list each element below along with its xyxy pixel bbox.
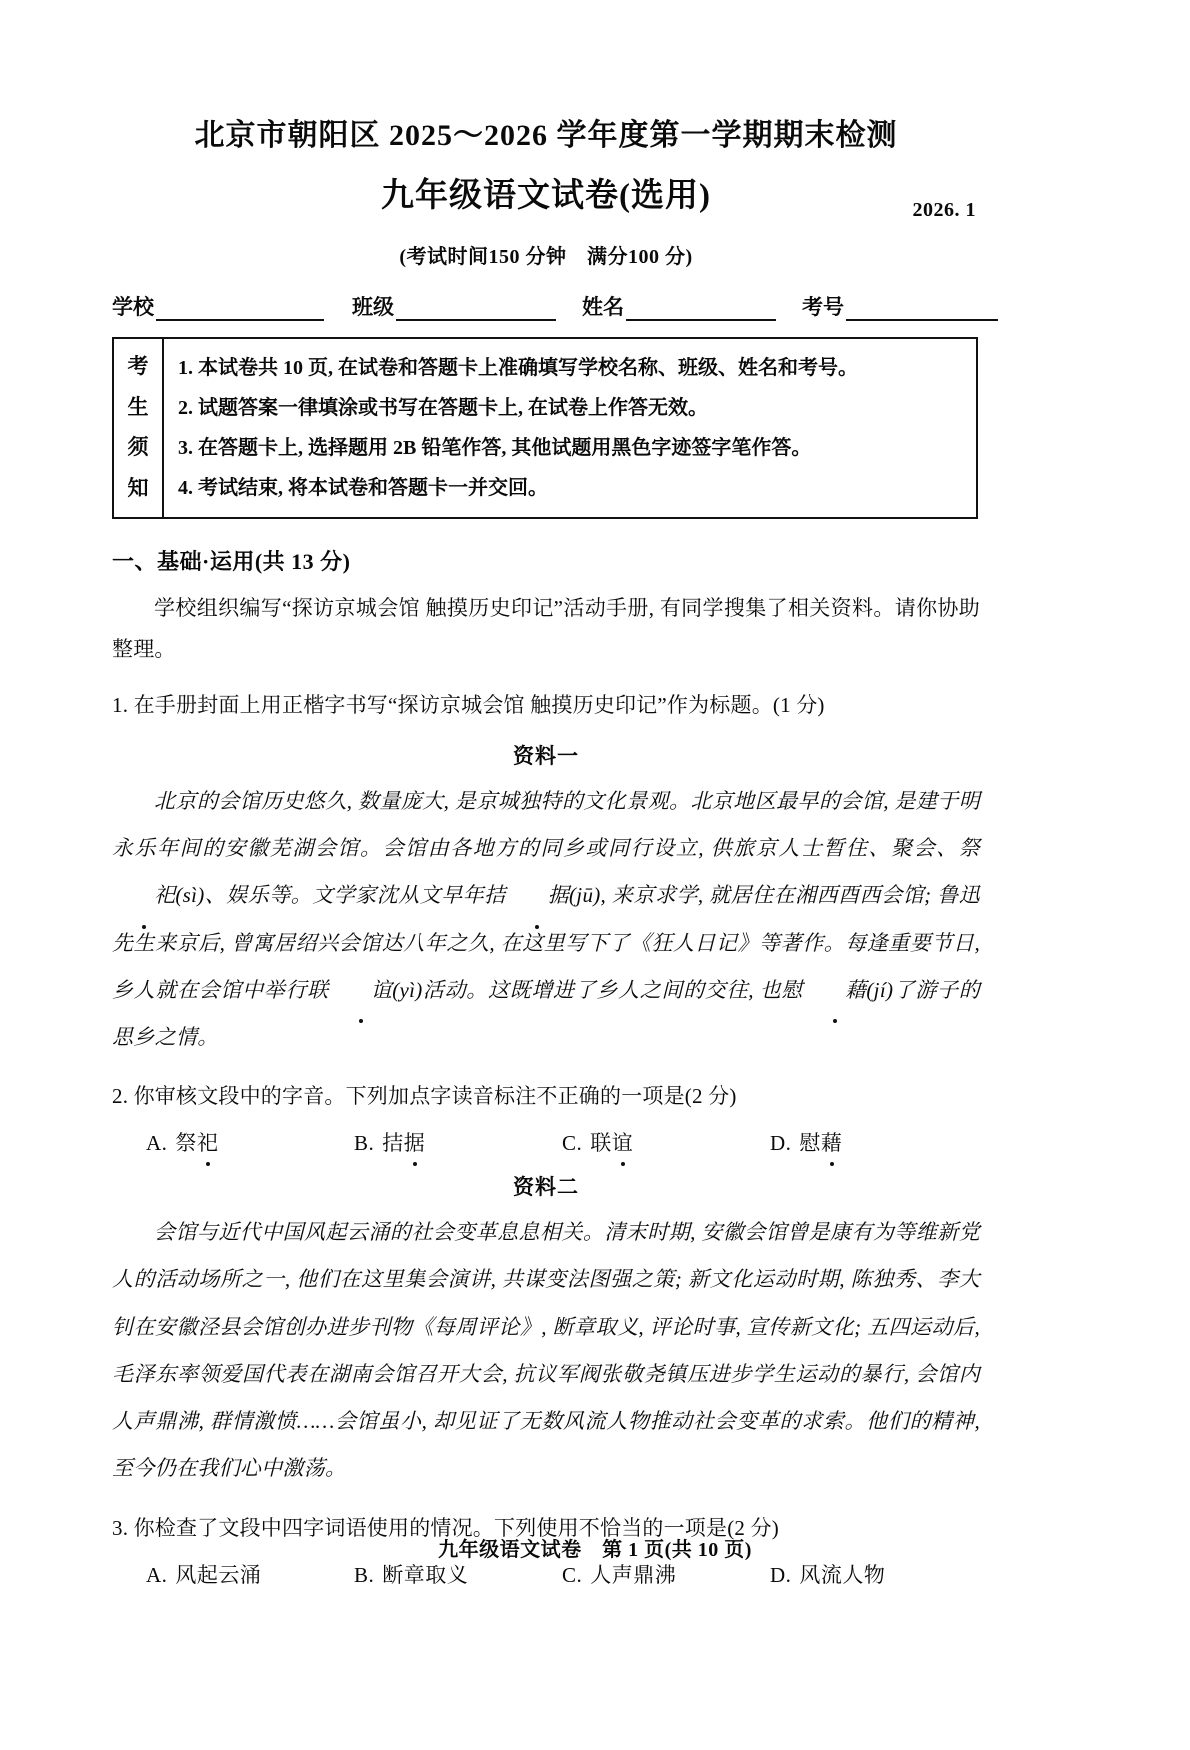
option-c-text: 人声鼎沸 — [590, 1562, 677, 1587]
notice-item: 3. 在答题卡上, 选择题用 2B 铅笔作答, 其他试题用黑色字迹签字笔作答。 — [178, 437, 812, 459]
question-2-stem: 2. 你审核文段中的字音。下列加点字读音标注不正确的一项是(2 分) — [112, 1084, 737, 1109]
class-input-line[interactable] — [396, 299, 556, 321]
page-title: 北京市朝阳区 2025～2026 学年度第一学期期末检测 — [194, 119, 898, 152]
notice-vertical-label — [114, 339, 164, 517]
exam-duration-score: (考试时间150 分钟 满分100 分) — [399, 246, 693, 268]
section-1-intro: 学校组织编写“探访京城会馆 触摸历史印记”活动手册, 有同学搜集了相关资料。请你协助整理。 — [112, 596, 980, 661]
name-label: 姓名 — [582, 295, 624, 319]
notice-item-list — [164, 339, 976, 517]
page-content — [112, 0, 980, 1589]
material-2-text: 会馆与近代中国风起云涌的社会变革息息相关。清末时期, 安徽会馆曾是康有为等维新党人的活动场所之一, 他们在这里集会演讲, 共谋变法图强之策; 新文化运动时期, 陈独秀、李大钊在安徽泾县会馆创办进步刊物《每周评论》, 断章取义, 评论时事, 宣传新文化; 五四运动后, 毛泽东率领爱国代表在湖南会馆召开大会, 抗议军阀张敬尧镇压进步学生运动的暴行, 会馆内人声鼎沸, 群情激愤……会馆虽小, 却见证了无数风流人物推动社会变革的求索。他们的精神, 至今仍在我们心中激荡。 — [112, 1220, 980, 1481]
notice-vlabel-char-1: 生 — [127, 394, 149, 419]
option-a-text: 风起云涌 — [175, 1562, 262, 1587]
exam-number-field[interactable] — [802, 291, 998, 321]
option-c[interactable] — [562, 1559, 770, 1589]
option-d[interactable] — [770, 1559, 978, 1589]
option-a-letter: A. — [146, 1562, 168, 1587]
class-label: 班级 — [352, 295, 394, 319]
option-d-letter: D. — [770, 1131, 792, 1156]
option-c-letter: C. — [562, 1131, 583, 1156]
option-c[interactable] — [562, 1127, 770, 1157]
option-b-text: 拮据 — [382, 1131, 425, 1155]
name-field[interactable] — [582, 291, 776, 321]
exam-number-label: 考号 — [802, 295, 844, 319]
exam-number-input-line[interactable] — [846, 299, 998, 321]
school-label: 学校 — [112, 295, 154, 319]
student-info-fields — [112, 291, 980, 321]
notice-item: 2. 试题答案一律填涂或书写在答题卡上, 在试卷上作答无效。 — [178, 397, 708, 419]
page-footer: 九年级语文试卷 第 1 页(共 10 页) — [438, 1539, 752, 1561]
notice-item: 4. 考试结束, 将本试卷和答题卡一并交回。 — [178, 477, 548, 499]
material-1-heading: 资料一 — [513, 743, 579, 768]
option-a-text: 祭祀 — [175, 1131, 218, 1155]
paper-subtitle: 九年级语文试卷(选用) — [381, 178, 711, 214]
option-d-letter: D. — [770, 1562, 792, 1587]
option-a[interactable] — [146, 1559, 354, 1589]
notice-vlabel-char-3: 知 — [127, 475, 149, 500]
option-c-text: 联谊 — [590, 1131, 633, 1155]
school-input-line[interactable] — [156, 299, 324, 321]
question-3-options — [112, 1559, 980, 1589]
subtitle-row — [112, 176, 980, 224]
school-field[interactable] — [112, 291, 324, 321]
option-d-text: 慰藉 — [799, 1131, 842, 1155]
option-b[interactable] — [354, 1559, 562, 1589]
option-d-text: 风流人物 — [799, 1562, 886, 1587]
option-b-letter: B. — [354, 1131, 375, 1156]
option-c-letter: C. — [562, 1562, 583, 1587]
notice-vlabel-char-0: 考 — [127, 354, 149, 379]
exam-notice-box — [112, 337, 978, 519]
option-a[interactable] — [146, 1127, 354, 1157]
section-heading-1: 一、基础·运用(共 13 分) — [112, 549, 351, 574]
option-b-text: 断章取义 — [382, 1562, 469, 1587]
paper-date: 2026. 1 — [912, 199, 976, 221]
name-input-line[interactable] — [626, 299, 776, 321]
option-b-letter: B. — [354, 1562, 375, 1587]
material-1-text: 北京的会馆历史悠久, 数量庞大, 是京城独特的文化景观。北京地区最早的会馆, 是建于明永乐年间的安徽芜湖会馆。会馆由各地方的同乡或同行设立, 供旅京人士暂住、聚会、祭祀(sì)、娱乐等。文学家沈从文早年拮 据(jū), 来京求学, 就居住在湘西酉西会馆; 鲁迅先生来京后, 曾寓居绍兴会馆达八年之久, 在这里写下了《狂人日记》等著作。每逢重要节日, 乡人就在会馆中举行联 谊(yì)活动。这既增进了乡人之间的交往, 也慰 藉(jí)了游子的思乡之情。 — [112, 788, 980, 1050]
question-2-options — [112, 1127, 980, 1157]
notice-vlabel-char-2: 须 — [127, 435, 149, 460]
material-2-heading: 资料二 — [513, 1175, 579, 1200]
option-d[interactable] — [770, 1127, 978, 1157]
option-b[interactable] — [354, 1127, 562, 1157]
question-1: 1. 在手册封面上用正楷字书写“探访京城会馆 触摸历史印记”作为标题。(1 分) — [112, 692, 825, 717]
option-a-letter: A. — [146, 1131, 168, 1156]
notice-item: 1. 本试卷共 10 页, 在试卷和答题卡上准确填写学校名称、班级、姓名和考号。 — [178, 357, 858, 379]
class-field[interactable] — [352, 291, 556, 321]
question-3-stem: 3. 你检查了文段中四字词语使用的情况。下列使用不恰当的一项是(2 分) — [112, 1515, 779, 1540]
